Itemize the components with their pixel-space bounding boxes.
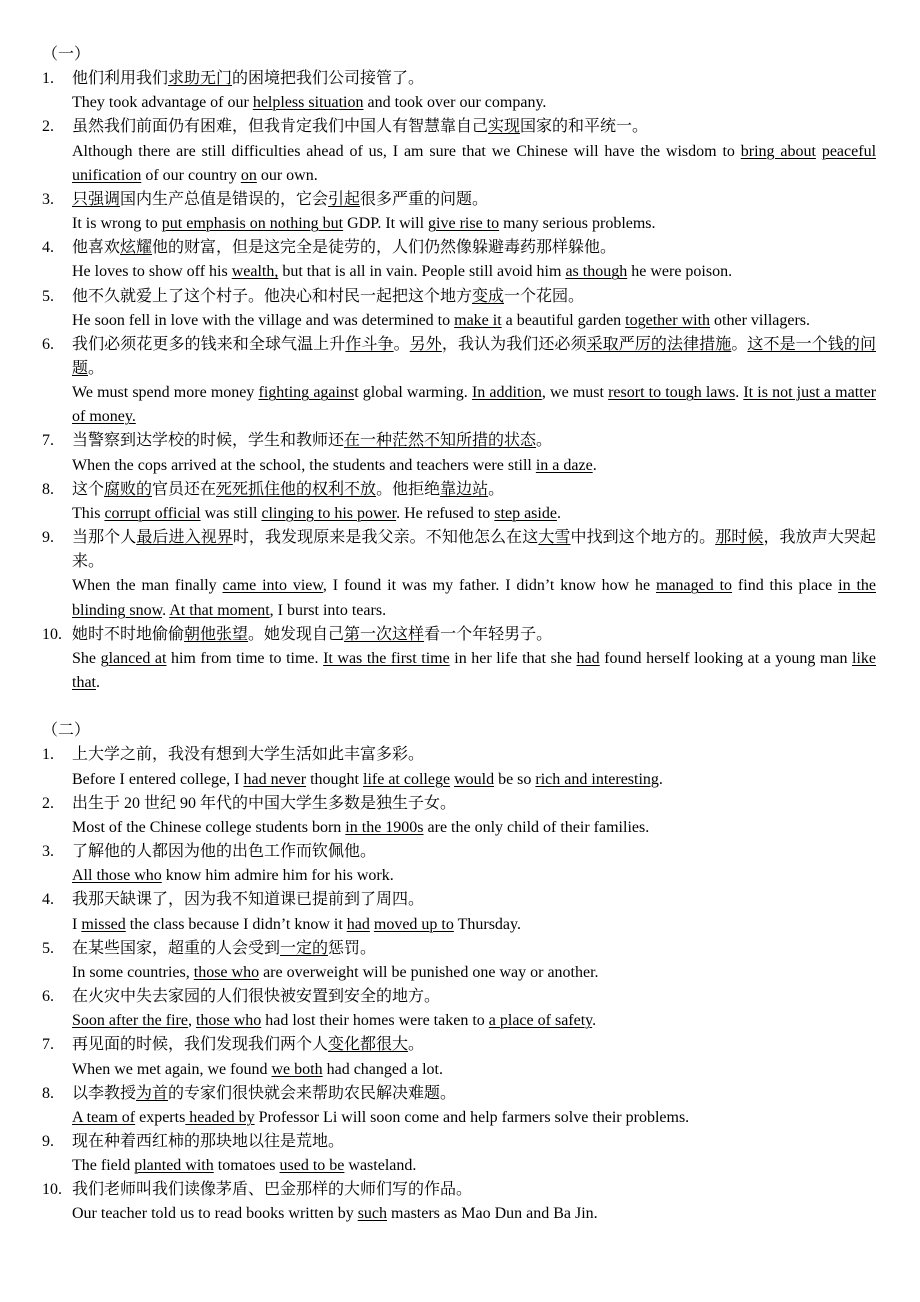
english-translation xyxy=(72,140,876,188)
text-segment: 一个花园。 xyxy=(504,287,585,305)
exercise-item xyxy=(42,67,876,115)
exercise-item xyxy=(42,623,876,695)
text-segment: Thursday. xyxy=(453,915,521,933)
exercise-item xyxy=(42,888,876,936)
text-segment: They took advantage of our xyxy=(72,94,253,112)
text-segment: . He refused to xyxy=(396,504,495,522)
item-number: 7. xyxy=(42,1036,54,1054)
chinese-sentence xyxy=(72,526,876,574)
exercise-item xyxy=(42,115,876,187)
text-segment: 。她发现自己 xyxy=(248,625,345,643)
underlined-phrase: fighting agains xyxy=(258,384,355,402)
text-segment: 时，我发现原来是我父亲。不知他怎么在这 xyxy=(232,529,539,547)
text-segment: Professor Li will soon come and help farmers solve their problems. xyxy=(254,1108,690,1126)
text-segment: 在火灾中失去家园的人们很快被安置到安全的地方。 xyxy=(72,988,441,1006)
item-body xyxy=(72,985,876,1033)
underlined-phrase: helpless situation xyxy=(252,94,364,112)
text-segment: the class because I didn’t know it xyxy=(125,915,347,933)
underlined-phrase: In addition xyxy=(471,384,542,402)
text-segment: he were poison. xyxy=(627,263,733,281)
exercise-item xyxy=(42,985,876,1033)
exercise-item xyxy=(42,236,876,284)
text-segment: 惩罚。 xyxy=(328,939,377,957)
text-segment: 他喜欢 xyxy=(72,239,121,257)
text-segment: . xyxy=(735,384,744,402)
text-segment: 在某些国家，超重的人会受到 xyxy=(72,939,281,957)
item-body xyxy=(72,623,876,695)
text-segment: 以李教授 xyxy=(72,1084,137,1102)
text-segment: ，我认为我们还必须 xyxy=(441,335,587,353)
english-translation xyxy=(72,260,876,284)
english-translation xyxy=(72,1058,876,1082)
underlined-phrase: 变成 xyxy=(472,287,505,305)
chinese-sentence xyxy=(72,937,876,961)
english-translation xyxy=(72,1009,876,1033)
text-segment: . xyxy=(658,770,663,788)
text-segment: him from time to time. xyxy=(166,649,324,667)
item-number: 7. xyxy=(42,432,54,450)
text-segment: masters as Mao Dun and Ba Jin. xyxy=(387,1205,598,1223)
item-body xyxy=(72,115,876,187)
item-number: 9. xyxy=(42,529,54,547)
text-segment: 。 xyxy=(88,360,105,378)
english-translation xyxy=(72,502,876,526)
text-segment: find this place xyxy=(732,577,839,595)
text-segment: in her life that she xyxy=(449,649,577,667)
text-segment: a beautiful garden xyxy=(501,311,626,329)
item-body xyxy=(72,1130,876,1178)
item-number: 4. xyxy=(42,239,54,257)
exercise-item xyxy=(42,1178,876,1226)
exercise-item xyxy=(42,285,876,333)
chinese-sentence xyxy=(72,333,876,381)
exercise-item xyxy=(42,429,876,477)
exercise-item xyxy=(42,333,876,430)
item-body xyxy=(72,1033,876,1081)
text-segment: 看一个年轻男子。 xyxy=(424,625,553,643)
underlined-phrase: corrupt official xyxy=(104,504,201,522)
text-segment: 当警察到达学校的时候，学生和教师还 xyxy=(72,432,345,450)
underlined-phrase: had never xyxy=(243,770,307,788)
item-body xyxy=(72,1082,876,1130)
text-segment: 中找到这个地方的。 xyxy=(570,529,716,547)
text-segment: . xyxy=(592,1012,597,1030)
chinese-sentence xyxy=(72,67,876,91)
english-translation xyxy=(72,913,876,937)
underlined-phrase: It was the first time xyxy=(323,649,450,667)
text-segment: 出生于 20 世纪 90 年代的中国大学生多数是独生子女。 xyxy=(72,794,457,812)
text-segment: 。他拒绝 xyxy=(376,480,441,498)
exercise-item xyxy=(42,792,876,840)
item-body xyxy=(72,429,876,477)
item-body xyxy=(72,333,876,430)
text-segment: 。 xyxy=(393,335,410,353)
text-segment: ，我放声大哭起来。 xyxy=(72,529,876,571)
english-translation xyxy=(72,381,876,429)
item-number: 4. xyxy=(42,891,54,909)
item-body xyxy=(72,285,876,333)
item-number: 1. xyxy=(42,746,54,764)
text-segment: When the cops arrived at the school, the students and teachers were still xyxy=(72,456,536,474)
chinese-sentence xyxy=(72,1130,876,1154)
underlined-phrase: as though xyxy=(565,263,628,281)
english-translation xyxy=(72,864,876,888)
underlined-phrase: 另外 xyxy=(409,335,442,353)
text-segment: 我那天缺课了，因为我不知道课已提前到了周四。 xyxy=(72,891,425,909)
underlined-phrase: bring about xyxy=(740,142,816,160)
underlined-phrase: 第一次这样 xyxy=(344,625,425,643)
item-body xyxy=(72,888,876,936)
underlined-phrase: came into view xyxy=(222,577,323,595)
chinese-sentence xyxy=(72,792,876,816)
underlined-phrase: 这不是一个钱的问题 xyxy=(72,335,876,378)
english-translation xyxy=(72,768,876,792)
text-segment: , xyxy=(187,1012,196,1030)
text-segment: He loves to show off his xyxy=(72,263,232,281)
exercise-section xyxy=(42,719,876,1226)
underlined-phrase: headed by xyxy=(185,1108,255,1126)
item-number: 5. xyxy=(42,287,54,305)
underlined-phrase: clinging to his power xyxy=(261,504,397,522)
item-number: 2. xyxy=(42,118,54,136)
underlined-phrase: 靠边站 xyxy=(440,480,489,498)
text-segment: I xyxy=(72,915,82,933)
chinese-sentence xyxy=(72,888,876,912)
item-number: 10. xyxy=(42,625,62,643)
text-segment: It is wrong to xyxy=(72,215,162,233)
item-body xyxy=(72,937,876,985)
text-segment: 很多严重的问题。 xyxy=(360,190,489,208)
text-segment: GDP. It will xyxy=(343,215,429,233)
item-number: 3. xyxy=(42,190,54,208)
text-segment: 她时不时地偷偷 xyxy=(72,625,185,643)
underlined-phrase: we both xyxy=(271,1060,323,1078)
text-segment: 了解他的人都因为他的出色工作而钦佩他。 xyxy=(72,843,377,861)
underlined-phrase: 炫耀 xyxy=(120,239,153,257)
underlined-phrase: glanced at xyxy=(100,649,167,667)
underlined-phrase: managed to xyxy=(656,577,733,595)
underlined-phrase: together with xyxy=(625,311,711,329)
underlined-phrase: 为首 xyxy=(136,1084,169,1102)
text-segment: 。 xyxy=(536,432,553,450)
english-translation xyxy=(72,212,876,236)
text-segment: 虽然我们前面仍有困难，但我肯定我们中国人有智慧靠自己 xyxy=(72,118,489,136)
item-body xyxy=(72,67,876,115)
underlined-phrase: 变化都很大 xyxy=(328,1036,409,1054)
chinese-sentence xyxy=(72,478,876,502)
text-segment: found herself looking at a young man xyxy=(599,649,853,667)
english-translation xyxy=(72,816,876,840)
text-segment: , I found it was my father. I didn’t know how he xyxy=(322,577,656,595)
chinese-sentence xyxy=(72,115,876,139)
text-segment: . xyxy=(162,601,170,619)
english-translation xyxy=(72,454,876,478)
text-segment: When the man finally xyxy=(72,577,223,595)
item-body xyxy=(72,188,876,236)
chinese-sentence xyxy=(72,1178,876,1202)
exercise-item xyxy=(42,1082,876,1130)
underlined-phrase: in a daze xyxy=(535,456,593,474)
underlined-phrase: in the blinding snow xyxy=(72,577,876,619)
text-segment: . xyxy=(96,674,100,692)
underlined-phrase: 实现 xyxy=(488,118,521,136)
text-segment: 官员还在 xyxy=(152,480,217,498)
underlined-phrase: 作斗争 xyxy=(345,335,394,353)
text-segment: 我们必须花更多的钱来和全球气温上升 xyxy=(72,335,346,353)
text-segment: 他们利用我们 xyxy=(72,70,169,88)
chinese-sentence xyxy=(72,429,876,453)
english-translation xyxy=(72,647,876,695)
text-segment: 国家的和平统一。 xyxy=(520,118,649,136)
english-translation xyxy=(72,1106,876,1130)
chinese-sentence xyxy=(72,623,876,647)
section-heading: （一） xyxy=(42,46,91,63)
text-segment: had changed a lot. xyxy=(322,1060,443,1078)
underlined-phrase: It is not just a matter of money. xyxy=(72,384,877,426)
text-segment: 他的财富，但是这完全是徒劳的，人们仍然像躲避毒药那样躲他。 xyxy=(152,239,617,257)
underlined-phrase: put emphasis on nothing but xyxy=(161,215,344,233)
chinese-sentence xyxy=(72,1033,876,1057)
underlined-phrase: 最后进入视界 xyxy=(136,529,233,547)
text-segment: , we must xyxy=(541,384,609,402)
underlined-phrase: resort to tough laws xyxy=(608,384,736,402)
underlined-phrase: 死死抓住他的权利不放 xyxy=(216,480,377,498)
underlined-phrase: like that xyxy=(72,649,877,692)
exercise-item xyxy=(42,526,876,623)
text-segment: The field xyxy=(72,1157,135,1175)
underlined-phrase: had xyxy=(576,649,600,667)
text-segment: He soon fell in love with the village and was determined to xyxy=(72,311,455,329)
underlined-phrase: planted with xyxy=(134,1157,214,1175)
text-segment: , I burst into tears. xyxy=(269,601,387,619)
chinese-sentence xyxy=(72,285,876,309)
english-translation xyxy=(72,1202,876,1226)
text-segment: 国内生产总值是错误的，它会 xyxy=(120,190,329,208)
text-segment: know him admire him for his work. xyxy=(161,867,394,885)
underlined-phrase: make it xyxy=(454,311,502,329)
exercise-item xyxy=(42,1130,876,1178)
underlined-phrase: 大雪 xyxy=(538,529,571,547)
underlined-phrase: those who xyxy=(193,963,260,981)
text-segment: experts xyxy=(135,1108,186,1126)
section-heading: （二） xyxy=(42,722,91,740)
text-segment: and took over our company. xyxy=(363,94,547,112)
text-segment: . xyxy=(592,456,597,474)
underlined-phrase: wealth, xyxy=(231,263,279,281)
underlined-phrase: At that moment xyxy=(169,601,270,619)
chinese-sentence xyxy=(72,743,876,767)
text-segment: Our teacher told us to read books written by xyxy=(72,1205,358,1223)
item-body xyxy=(72,840,876,888)
text-segment: 。 xyxy=(408,1036,425,1054)
text-segment: 他不久就爱上了这个村子。他决心和村民一起把这个地方 xyxy=(72,287,473,305)
text-segment: wasteland. xyxy=(344,1157,417,1175)
english-translation xyxy=(72,309,876,333)
text-segment: This xyxy=(72,504,105,522)
item-number: 6. xyxy=(42,988,54,1006)
text-segment: 。 xyxy=(488,480,505,498)
text-segment: our own. xyxy=(256,166,318,184)
underlined-phrase: rich and interesting xyxy=(535,770,659,788)
chinese-sentence xyxy=(72,236,876,260)
underlined-phrase: on xyxy=(240,166,257,184)
item-number: 9. xyxy=(42,1132,54,1150)
exercise-item xyxy=(42,937,876,985)
text-segment: Although there are still difficulties ahead of us, I am sure that we Chinese will have the wisdom to xyxy=(72,142,741,160)
chinese-sentence xyxy=(72,1082,876,1106)
english-translation xyxy=(72,574,876,622)
underlined-phrase: a place of safety xyxy=(488,1012,593,1030)
underlined-phrase: used to be xyxy=(279,1157,345,1175)
text-segment: . xyxy=(556,504,561,522)
text-segment: had lost their homes were taken to xyxy=(261,1012,489,1030)
text-segment: other villagers. xyxy=(710,311,811,329)
underlined-phrase: peaceful unification xyxy=(72,142,877,184)
underlined-phrase: step aside xyxy=(494,504,557,522)
text-segment: tomatoes xyxy=(213,1157,280,1175)
item-number: 10. xyxy=(42,1181,62,1199)
item-number: 2. xyxy=(42,794,54,812)
text-segment: 的困境把我们公司接管了。 xyxy=(232,70,425,88)
underlined-phrase: life at college xyxy=(363,770,451,788)
underlined-phrase: 腐败的 xyxy=(104,480,153,498)
underlined-phrase: missed xyxy=(81,915,126,933)
item-number: 8. xyxy=(42,480,54,498)
text-segment: are overweight will be punished one way or another. xyxy=(259,963,599,981)
english-translation xyxy=(72,91,876,115)
english-translation xyxy=(72,961,876,985)
chinese-sentence xyxy=(72,840,876,864)
text-segment: 再见面的时候，我们发现我们两个人 xyxy=(72,1036,329,1054)
exercise-item xyxy=(42,188,876,236)
chinese-sentence xyxy=(72,985,876,1009)
underlined-phrase: 采取严厉的法律措施 xyxy=(586,335,732,353)
text-segment: of our country xyxy=(141,166,241,184)
exercise-section xyxy=(42,43,876,695)
text-segment: 我们老师叫我们读像茅盾、巴金那样的大师们写的作品。 xyxy=(72,1181,473,1199)
underlined-phrase: would xyxy=(454,770,495,788)
item-number: 3. xyxy=(42,843,54,861)
text-segment: Most of the Chinese college students born xyxy=(72,818,346,836)
translation-exercise-document xyxy=(42,43,876,1227)
underlined-phrase: 一定的 xyxy=(280,939,329,957)
underlined-phrase: 只强调 xyxy=(72,190,121,208)
text-segment: In some countries, xyxy=(72,963,194,981)
item-body xyxy=(72,526,876,623)
text-segment: 。 xyxy=(731,335,748,353)
underlined-phrase: 朝他张望 xyxy=(184,625,249,643)
underlined-phrase: A team of xyxy=(72,1108,136,1126)
item-body xyxy=(72,743,876,791)
underlined-phrase: had xyxy=(346,915,370,933)
underlined-phrase: 引起 xyxy=(328,190,361,208)
text-segment: 这个 xyxy=(72,480,105,498)
item-number: 1. xyxy=(42,70,54,88)
item-number: 6. xyxy=(42,335,54,353)
text-segment: 上大学之前，我没有想到大学生活如此丰富多彩。 xyxy=(72,746,425,764)
english-translation xyxy=(72,1154,876,1178)
underlined-phrase: moved up to xyxy=(373,915,454,933)
underlined-phrase: in the 1900s xyxy=(345,818,424,836)
exercise-item xyxy=(42,840,876,888)
text-segment: thought xyxy=(306,770,363,788)
underlined-phrase: 那时候 xyxy=(715,529,764,547)
text-segment: 现在种着西红柿的那块地以往是荒地。 xyxy=(72,1132,345,1150)
chinese-sentence xyxy=(72,188,876,212)
text-segment: be so xyxy=(494,770,536,788)
exercise-item xyxy=(42,1033,876,1081)
text-segment: We must spend more money xyxy=(72,384,259,402)
text-segment: was still xyxy=(200,504,262,522)
item-body xyxy=(72,792,876,840)
underlined-phrase: All those who xyxy=(72,867,162,885)
item-number: 8. xyxy=(42,1084,54,1102)
text-segment: are the only child of their families. xyxy=(423,818,650,836)
text-segment: but that is all in vain. People still avoid him xyxy=(278,263,566,281)
exercise-item xyxy=(42,478,876,526)
text-segment: 的专家们很快就会来帮助农民解决难题。 xyxy=(168,1084,457,1102)
text-segment: Before I entered college, I xyxy=(72,770,244,788)
item-body xyxy=(72,478,876,526)
text-segment: t global warming. xyxy=(354,384,472,402)
underlined-phrase: Soon after the fire xyxy=(72,1012,188,1030)
item-number: 5. xyxy=(42,939,54,957)
underlined-phrase: 求助无门 xyxy=(168,70,233,88)
text-segment: She xyxy=(72,649,101,667)
underlined-phrase: give rise to xyxy=(428,215,500,233)
underlined-phrase: 在一种茫然不知所措的状态 xyxy=(344,432,537,450)
item-body xyxy=(72,1178,876,1226)
underlined-phrase: those who xyxy=(195,1012,262,1030)
exercise-item xyxy=(42,743,876,791)
item-body xyxy=(72,236,876,284)
text-segment: When we met again, we found xyxy=(72,1060,272,1078)
text-segment: 当那个人 xyxy=(72,529,137,547)
text-segment: many serious problems. xyxy=(499,215,656,233)
underlined-phrase: such xyxy=(357,1205,388,1223)
